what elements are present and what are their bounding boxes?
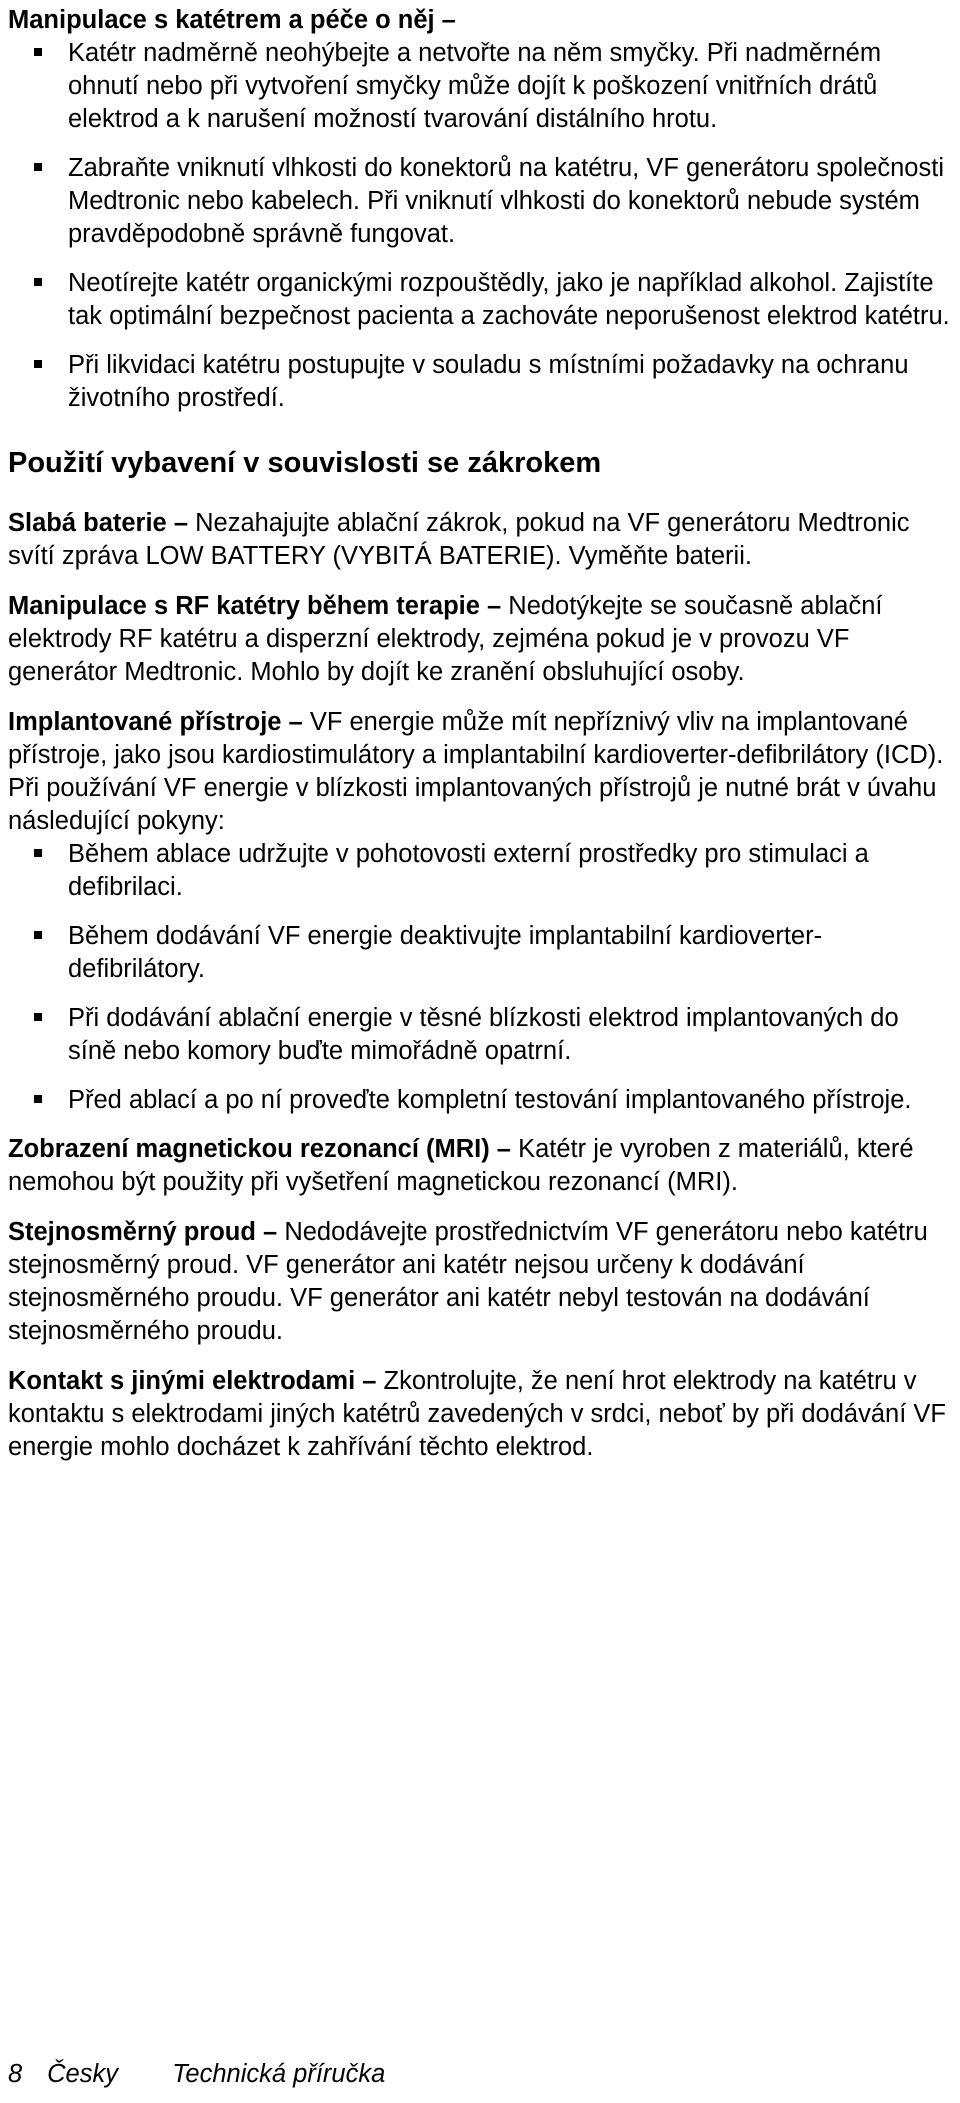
list-item: Při likvidaci katétru postupujte v souladu s místními požadavky na ochranu životního prostředí.	[8, 349, 952, 415]
catheter-handling-title: Manipulace s katétrem a péče o něj –	[8, 6, 456, 34]
paragraph-title: Slabá baterie –	[8, 509, 189, 537]
list-item: Před ablací a po ní proveďte kompletní testování implantovaného přístroje.	[8, 1084, 952, 1117]
document-page	[8, 4, 952, 1481]
paragraph-title: Implantované přístroje –	[8, 708, 303, 736]
list-item: Během dodávání VF energie deaktivujte implantabilní kardioverter-defibrilátory.	[8, 920, 952, 986]
footer-language: Česky	[47, 2060, 118, 2088]
implanted-devices-paragraph	[8, 706, 952, 838]
paragraph-title: Kontakt s jinými elektrodami –	[8, 1367, 377, 1395]
catheter-handling-list	[8, 37, 952, 415]
page-footer	[8, 2058, 385, 2091]
paragraph-text: Nezahajujte ablační zákrok, pokud na VF generátoru Medtronic svítí zpráva LOW BATTERY (VYBITÁ BATERIE). Vyměňte baterii.	[8, 509, 910, 570]
paragraph-text: Nedodávejte prostřednictvím VF generátoru nebo katétru stejnosměrný proud. VF generátor ani katétr nejsou určeny k dodávání stejnosměrného proudu. VF generátor ani katétr nebyl testován na dodávání stejnosměrného proudu.	[8, 1218, 928, 1345]
section-heading: Použití vybavení v souvislosti se zákrokem	[8, 447, 602, 479]
list-item: Při dodávání ablační energie v těsné blízkosti elektrod implantovaných do síně nebo komory buďte mimořádně opatrní.	[8, 1002, 952, 1068]
list-item: Katétr nadměrně neohýbejte a netvořte na něm smyčky. Při nadměrném ohnutí nebo při vytvoření smyčky může dojít k poškození vnitřních drátů elektrod a k narušení možností tvarování distálního hrotu.	[8, 37, 952, 136]
electrode-contact-paragraph	[8, 1365, 952, 1464]
paragraph-text: Katétr je vyroben z materiálů, které nemohou být použity při vyšetření magnetickou rezonancí (MRI).	[8, 1135, 914, 1196]
low-battery-paragraph	[8, 507, 952, 573]
list-item: Neotírejte katétr organickými rozpouštědly, jako je například alkohol. Zajistíte tak optimální bezpečnost pacienta a zachováte neporušenost elektrod katétru.	[8, 267, 952, 333]
paragraph-title: Manipulace s RF katétry během terapie –	[8, 592, 502, 620]
direct-current-paragraph	[8, 1216, 952, 1348]
rf-catheter-paragraph	[8, 590, 952, 689]
paragraph-text: VF energie může mít nepříznivý vliv na implantované přístroje, jako jsou kardiostimulátory a implantabilní kardioverter-defibrilátory (ICD). Při používání VF energie v blízkosti implantovaných přístrojů je nutné brát v úvahu následující pokyny:	[8, 708, 944, 835]
mri-paragraph	[8, 1133, 952, 1199]
implanted-devices-list	[8, 838, 952, 1117]
page-number: 8	[8, 2060, 23, 2088]
paragraph-text: Nedotýkejte se současně ablační elektrody RF katétru a disperzní elektrody, zejména pokud je v provozu VF generátor Medtronic. Mohlo by dojít ke zranění obsluhující osoby.	[8, 592, 883, 686]
paragraph-title: Stejnosměrný proud –	[8, 1218, 278, 1246]
list-item: Během ablace udržujte v pohotovosti externí prostředky pro stimulaci a defibrilaci.	[8, 838, 952, 904]
footer-document-title: Technická příručka	[172, 2060, 386, 2088]
paragraph-text: Zkontrolujte, že není hrot elektrody na katétru v kontaktu s elektrodami jiných katétrů zavedených v srdci, neboť by při dodávání VF energie mohlo docházet k zahřívání těchto elektrod.	[8, 1367, 946, 1461]
list-item: Zabraňte vniknutí vlhkosti do konektorů na katétru, VF generátoru společnosti Medtronic nebo kabelech. Při vniknutí vlhkosti do konektorů nebude systém pravděpodobně správně fungovat.	[8, 152, 952, 251]
catheter-handling-section	[8, 4, 952, 415]
paragraph-title: Zobrazení magnetickou rezonancí (MRI) –	[8, 1135, 511, 1163]
